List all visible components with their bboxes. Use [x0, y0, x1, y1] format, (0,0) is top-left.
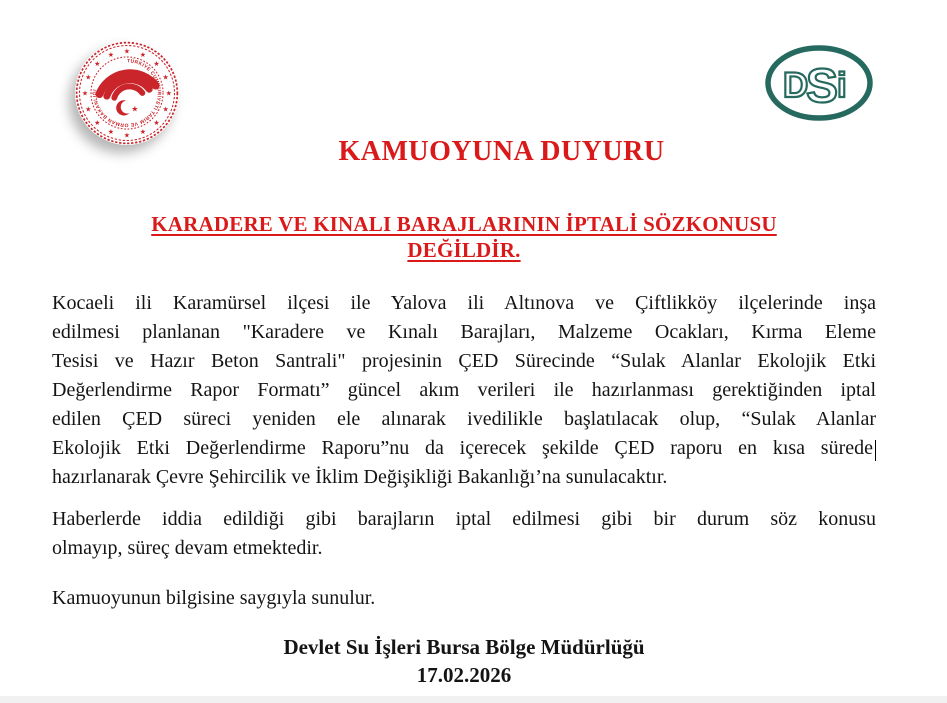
dsi-logo-icon	[764, 44, 874, 122]
dsi-letter-s: S	[806, 60, 839, 113]
svg-text:★: ★	[153, 119, 160, 128]
svg-text:★: ★	[107, 50, 115, 59]
body-paragraph-1	[52, 289, 876, 492]
svg-text:★: ★	[107, 128, 115, 137]
paragraph-line: Kamuoyunun bilgisine saygıyla sunulur.	[52, 587, 376, 609]
svg-text:★: ★	[94, 119, 101, 128]
paragraph-line: hazırlanarak Çevre Şehircilik ve İklim Değişikliği Bakanlığı’na sunulacaktır.	[52, 466, 668, 488]
text-cursor	[875, 440, 876, 461]
svg-text:★: ★	[162, 73, 169, 82]
paragraph-line: edilmesi planlanan "Karadere ve Kınalı Barajları, Malzeme Ocakları, Kırma Eleme	[52, 321, 876, 343]
svg-text:★: ★	[162, 105, 169, 114]
paragraph-line	[52, 434, 876, 463]
dsi-logo	[764, 44, 874, 122]
ministry-seal-icon	[74, 40, 180, 146]
page-title: KAMUOYUNA DUYURU	[338, 136, 665, 167]
date-line: 17.02.2026	[416, 663, 512, 687]
seal-curved-text: TÜRKİYE CUMHURİYETİ TARIM VE ORMAN BAKANLIĞI	[92, 58, 162, 128]
svg-text:★: ★	[123, 47, 131, 56]
body-paragraph-2	[52, 505, 876, 563]
svg-text:★: ★	[94, 59, 101, 68]
bottom-edge-strip	[0, 696, 947, 703]
svg-text:★: ★	[85, 73, 92, 82]
svg-text:★: ★	[131, 104, 139, 114]
paragraph-line: edilen ÇED süreci yeniden ele alınarak ivedilikle başlatılacak olup, “Sulak Alanlar	[52, 408, 876, 430]
svg-text:★: ★	[123, 131, 131, 140]
ministry-seal-logo	[74, 40, 180, 146]
heading-line-2: DEĞİLDİR.	[407, 238, 521, 262]
heading-line-1: KARADERE VE KINALI BARAJLARININ İPTALİ SÖZKONUSU	[151, 212, 777, 236]
paragraph-line: Haberlerde iddia edildiği gibi barajların iptal edilmesi gibi bir durum söz konusu	[52, 508, 876, 530]
paragraph-line: olmayıp, süreç devam etmektedir.	[52, 537, 323, 559]
dsi-letter-i: i	[837, 66, 847, 105]
dsi-letter-d: D	[783, 66, 809, 105]
paragraph-line: Tesisi ve Hazır Beton Santrali" projesinin ÇED Sürecinde “Sulak Alanlar Ekolojik Etki	[52, 350, 876, 372]
svg-text:★: ★	[139, 50, 147, 59]
svg-text:★: ★	[81, 89, 89, 98]
svg-text:★: ★	[165, 89, 173, 98]
svg-text:★: ★	[139, 128, 147, 137]
paragraph-line-text: Ekolojik Etki Değerlendirme Raporu”nu da içerecek şekilde ÇED raporu en kısa sürede	[52, 437, 873, 459]
body-paragraph-3	[52, 584, 876, 613]
paragraph-line: Kocaeli ili Karamürsel ilçesi ile Yalova ili Altınova ve Çiftlikköy ilçelerinde inşa	[52, 292, 876, 314]
svg-text:★: ★	[153, 59, 160, 68]
paragraph-line: Değerlendirme Rapor Formatı” güncel akım verileri ile hazırlanması gerektiğinden iptal	[52, 379, 876, 401]
svg-text:★: ★	[85, 105, 92, 114]
signature-line: Devlet Su İşleri Bursa Bölge Müdürlüğü	[283, 635, 645, 659]
announcement-heading	[52, 211, 876, 263]
